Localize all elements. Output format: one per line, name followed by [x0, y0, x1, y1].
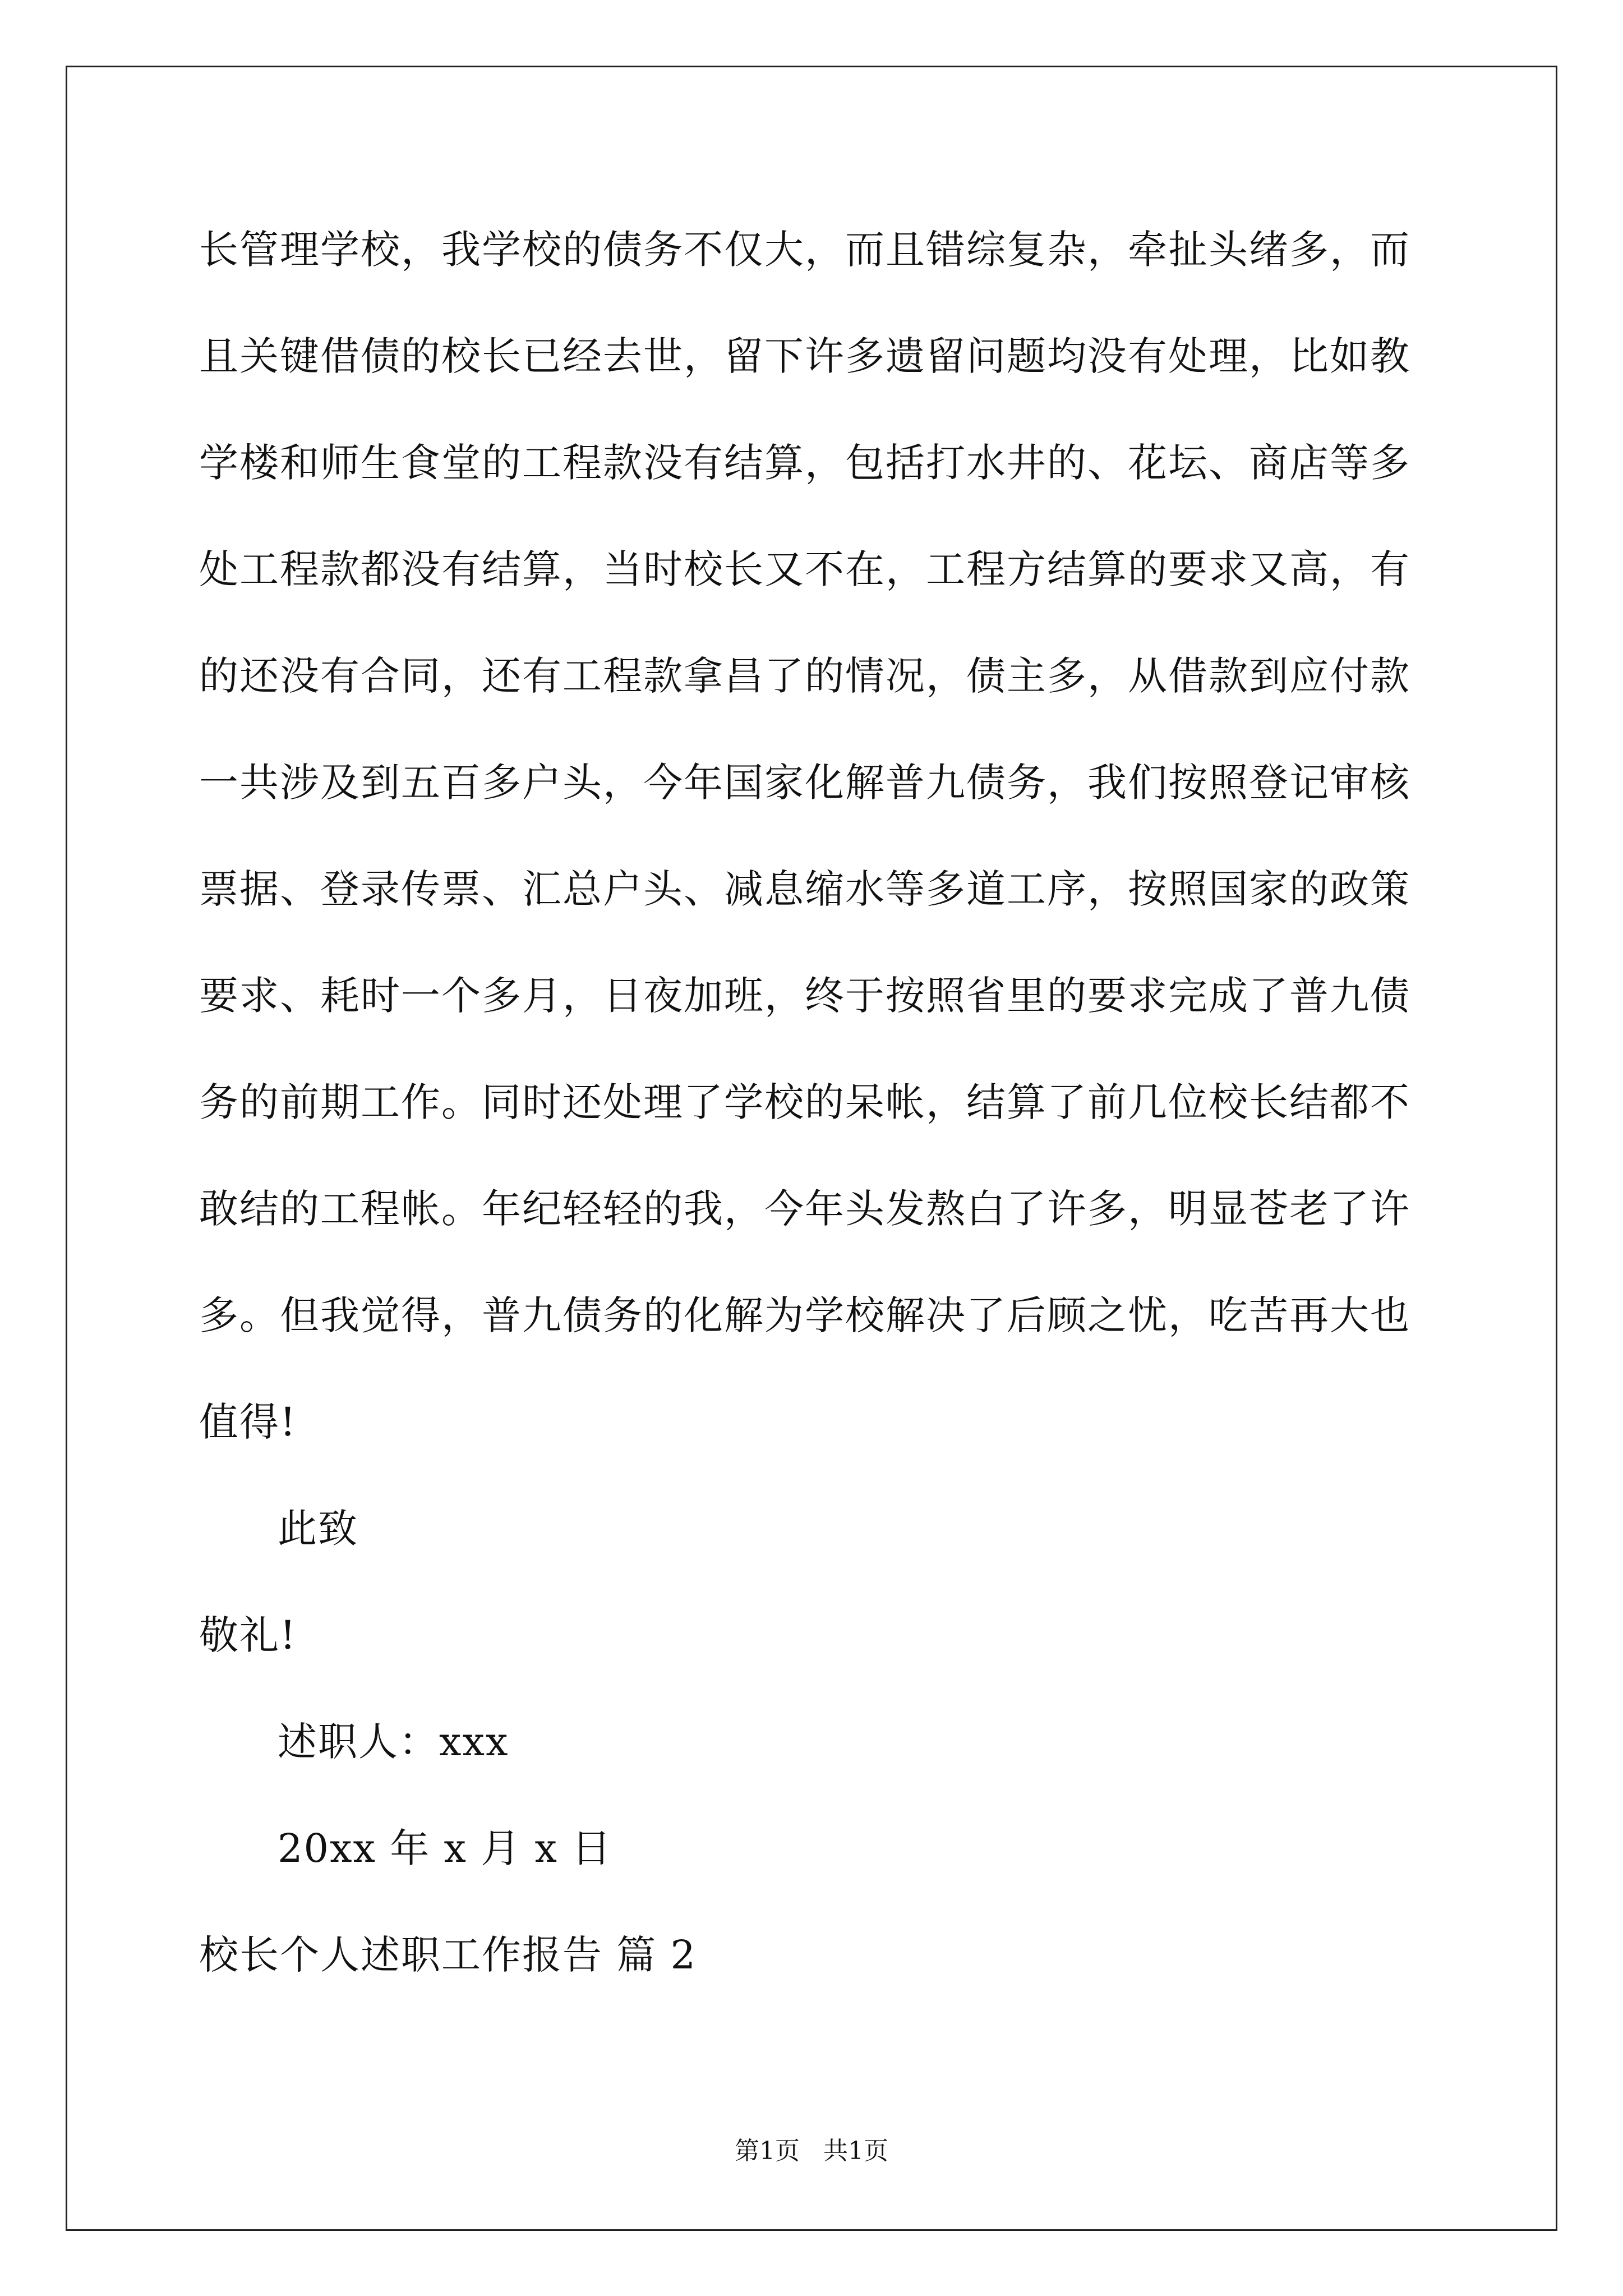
- paragraph-line: 务的前期工作。同时还处理了学校的呆帐，结算了前几位校长结都不: [199, 1079, 1410, 1125]
- paragraph-line: 多。但我觉得，普九债务的化解为学校解决了后顾之忧，吃苦再大也: [199, 1292, 1410, 1338]
- paragraph-line: 长管理学校，我学校的债务不仅大，而且错综复杂，牵扯头绪多，而: [199, 227, 1410, 273]
- salute-line: 敬礼!: [199, 1612, 297, 1658]
- closing-line: 此致: [278, 1506, 358, 1552]
- paragraph-line: 要求、耗时一个多月，日夜加班，终于按照省里的要求完成了普九债: [199, 973, 1410, 1019]
- page-border: [66, 66, 1557, 2231]
- paragraph-line: 值得!: [199, 1399, 297, 1445]
- paragraph-line: 一共涉及到五百多户头，今年国家化解普九债务，我们按照登记审核: [199, 760, 1410, 806]
- section-heading: 校长个人述职工作报告 篇 2: [199, 1932, 697, 1978]
- paragraph-line: 且关键借债的校长已经去世，留下许多遗留问题均没有处理，比如教: [199, 333, 1410, 379]
- paragraph-line: 处工程款都没有结算，当时校长又不在，工程方结算的要求又高，有: [199, 546, 1410, 592]
- date-line: 20xx 年 x 月 x 日: [278, 1825, 612, 1871]
- paragraph-line: 敢结的工程帐。年纪轻轻的我，今年头发熬白了许多，明显苍老了许: [199, 1186, 1410, 1232]
- signature-line: 述职人：xxx: [278, 1719, 509, 1765]
- paragraph-line: 的还没有合同，还有工程款拿昌了的情况，债主多，从借款到应付款: [199, 653, 1410, 699]
- paragraph-line: 票据、登录传票、汇总户头、减息缩水等多道工序，按照国家的政策: [199, 866, 1410, 912]
- page-footer: 第1页 共1页: [735, 2137, 888, 2165]
- paragraph-line: 学楼和师生食堂的工程款没有结算，包括打水井的、花坛、商店等多: [199, 440, 1410, 486]
